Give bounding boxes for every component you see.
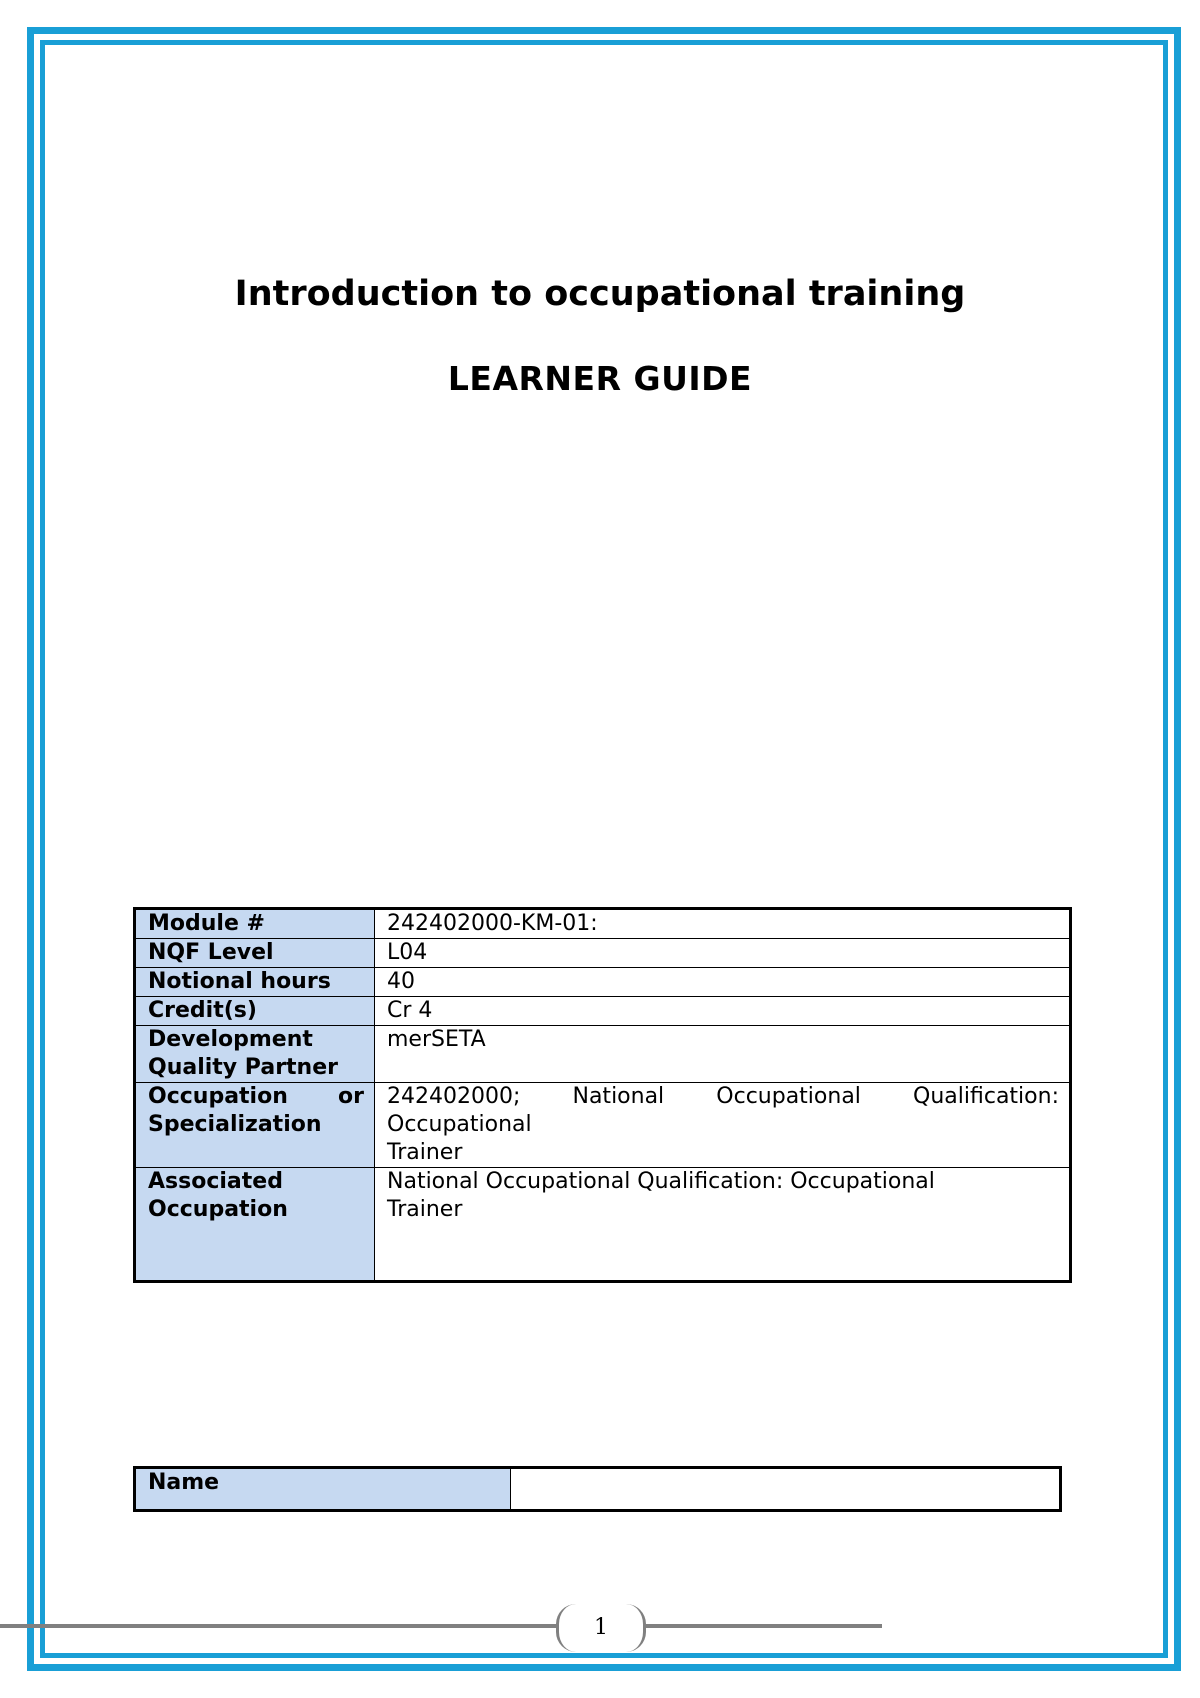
document-subtitle: LEARNER GUIDE bbox=[447, 359, 753, 398]
dqp-label bbox=[135, 1026, 375, 1083]
page-number: 1 bbox=[556, 1604, 646, 1652]
footer-line-left bbox=[0, 1624, 560, 1628]
credits-value: Cr 4 bbox=[375, 997, 1071, 1026]
associated-value bbox=[375, 1168, 1071, 1282]
dqp-label-line1: Development bbox=[148, 1027, 313, 1052]
footer-line-right bbox=[642, 1624, 882, 1628]
occupation-value-line1: 242402000; National Occupational Qualification: bbox=[387, 1084, 1059, 1109]
dqp-value: merSETA bbox=[375, 1026, 1071, 1083]
module-info-table bbox=[133, 907, 1072, 1283]
table-row bbox=[135, 1026, 1071, 1083]
occupation-label-word2: or bbox=[338, 1084, 364, 1109]
associated-label-line2: Occupation bbox=[148, 1197, 288, 1222]
associated-value-line2: Trainer bbox=[387, 1197, 463, 1222]
table-row bbox=[135, 939, 1071, 968]
occupation-value bbox=[375, 1083, 1071, 1168]
table-row bbox=[135, 1083, 1071, 1168]
name-table bbox=[133, 1466, 1062, 1512]
occupation-value-line2: Occupational bbox=[387, 1112, 532, 1137]
notional-hours-value: 40 bbox=[375, 968, 1071, 997]
notional-hours-label: Notional hours bbox=[135, 968, 375, 997]
associated-label-line1: Associated bbox=[148, 1169, 283, 1194]
table-row bbox=[135, 1168, 1071, 1282]
nqf-level-label: NQF Level bbox=[135, 939, 375, 968]
module-label: Module # bbox=[135, 909, 375, 939]
module-value: 242402000-KM-01: bbox=[375, 909, 1071, 939]
occupation-label-line2: Specialization bbox=[148, 1112, 322, 1137]
occupation-label-line1 bbox=[148, 1083, 364, 1111]
dqp-label-line2: Quality Partner bbox=[148, 1055, 338, 1080]
table-row bbox=[135, 909, 1071, 939]
occupation-value-line3: Trainer bbox=[387, 1140, 463, 1165]
associated-label bbox=[135, 1168, 375, 1282]
occupation-label-word1: Occupation bbox=[148, 1084, 288, 1109]
table-row bbox=[135, 1468, 1061, 1511]
table-row bbox=[135, 968, 1071, 997]
name-field[interactable] bbox=[511, 1468, 1061, 1511]
credits-label: Credit(s) bbox=[135, 997, 375, 1026]
name-label: Name bbox=[135, 1468, 511, 1511]
document-title: Introduction to occupational training bbox=[234, 274, 966, 314]
table-row bbox=[135, 997, 1071, 1026]
nqf-level-value: L04 bbox=[375, 939, 1071, 968]
occupation-label bbox=[135, 1083, 375, 1168]
associated-value-line1: National Occupational Qualification: Occupational bbox=[387, 1169, 935, 1194]
